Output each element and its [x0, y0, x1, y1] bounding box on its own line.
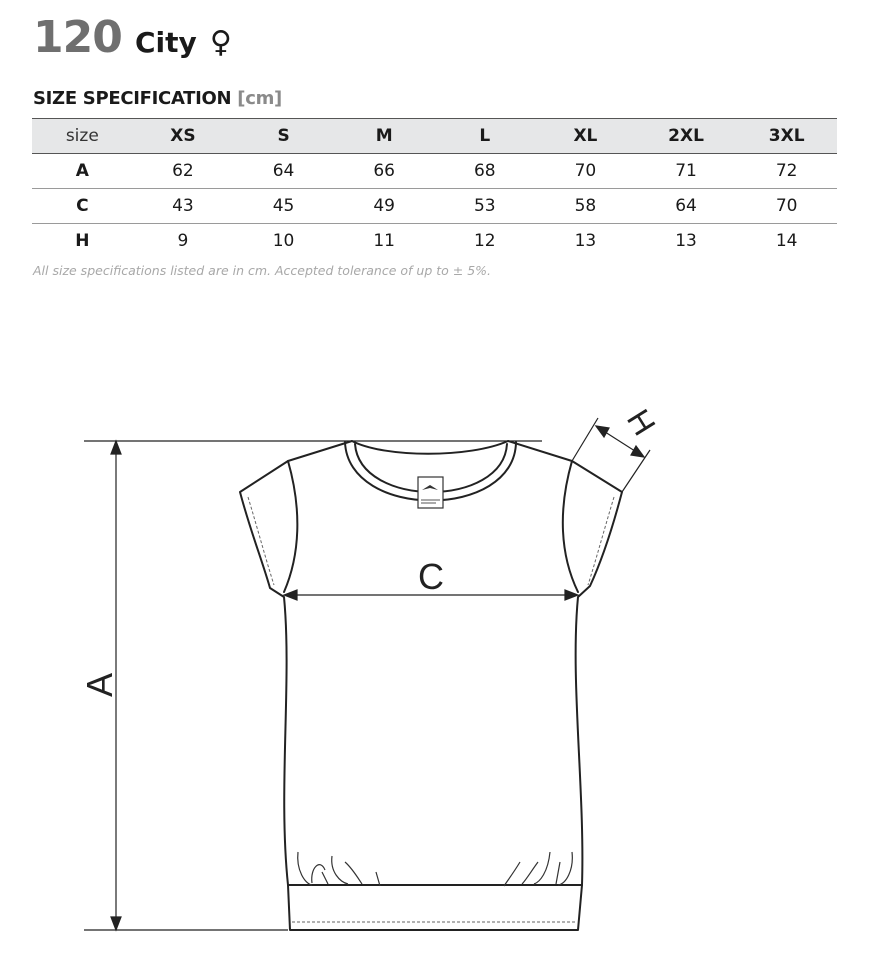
brand-label-icon [418, 477, 443, 508]
tshirt-hem-band [288, 885, 582, 930]
left-sleeve-stitch [248, 497, 274, 585]
table-cell: 68 [473, 161, 496, 181]
table-cell: 10 [272, 231, 295, 251]
table-cell: 72 [775, 161, 798, 181]
h-guide-inner [572, 418, 598, 461]
table-cell: 12 [473, 231, 496, 251]
female-symbol-icon: ♀ [209, 25, 232, 60]
table-cell: 13 [675, 231, 697, 251]
table-cell: 14 [775, 231, 798, 251]
h-arrow-start [596, 426, 609, 437]
table-cell: 53 [473, 196, 496, 216]
table-cell: 9 [177, 231, 189, 251]
table-cell: 13 [574, 231, 597, 251]
label-h: H [619, 402, 663, 442]
a-bottom-arrow [111, 917, 121, 930]
right-sleeve-stitch [588, 497, 614, 585]
table-cell: 43 [172, 196, 194, 216]
spec-heading-text: SIZE SPECIFICATION [33, 88, 232, 109]
h-arrow-end [631, 446, 644, 457]
table-cell: 45 [272, 196, 295, 216]
c-left-arrow [284, 590, 297, 600]
table-cell: 70 [775, 196, 798, 216]
tolerance-note: All size specifications listed are in cm. Accepted tolerance of up to ± 5%. [33, 263, 492, 278]
table-cell: 58 [574, 196, 597, 216]
table-cell: 64 [272, 161, 295, 181]
size-col-header: L [479, 126, 491, 146]
row-label: C [76, 196, 89, 216]
size-col-header: M [375, 126, 393, 146]
table-cell: 64 [675, 196, 697, 216]
product-name: City [134, 26, 197, 59]
size-col-header: XS [170, 126, 196, 146]
size-col-header: 2XL [668, 126, 704, 146]
left-gather-lines [298, 852, 380, 886]
table-cell: 66 [373, 161, 395, 181]
size-col-header: XL [573, 126, 598, 146]
label-a: A [79, 672, 120, 698]
row-label: A [75, 161, 89, 181]
size-corner-label: size [65, 126, 99, 146]
size-col-header: 3XL [768, 126, 805, 146]
right-sleeve-seam [563, 461, 578, 592]
row-label: H [75, 231, 90, 251]
spec-unit: [cm] [237, 88, 282, 109]
c-right-arrow [565, 590, 578, 600]
table-cell: 62 [172, 161, 194, 181]
left-sleeve-seam [284, 461, 297, 592]
table-cell: 70 [574, 161, 597, 181]
product-code: 120 [33, 12, 122, 63]
table-cell: 49 [373, 196, 395, 216]
table-cell: 11 [373, 231, 395, 251]
size-col-header: S [277, 126, 290, 146]
right-gather-lines [504, 852, 572, 886]
table-cell: 71 [675, 161, 697, 181]
a-top-arrow [111, 441, 121, 454]
label-c: C [418, 556, 444, 597]
